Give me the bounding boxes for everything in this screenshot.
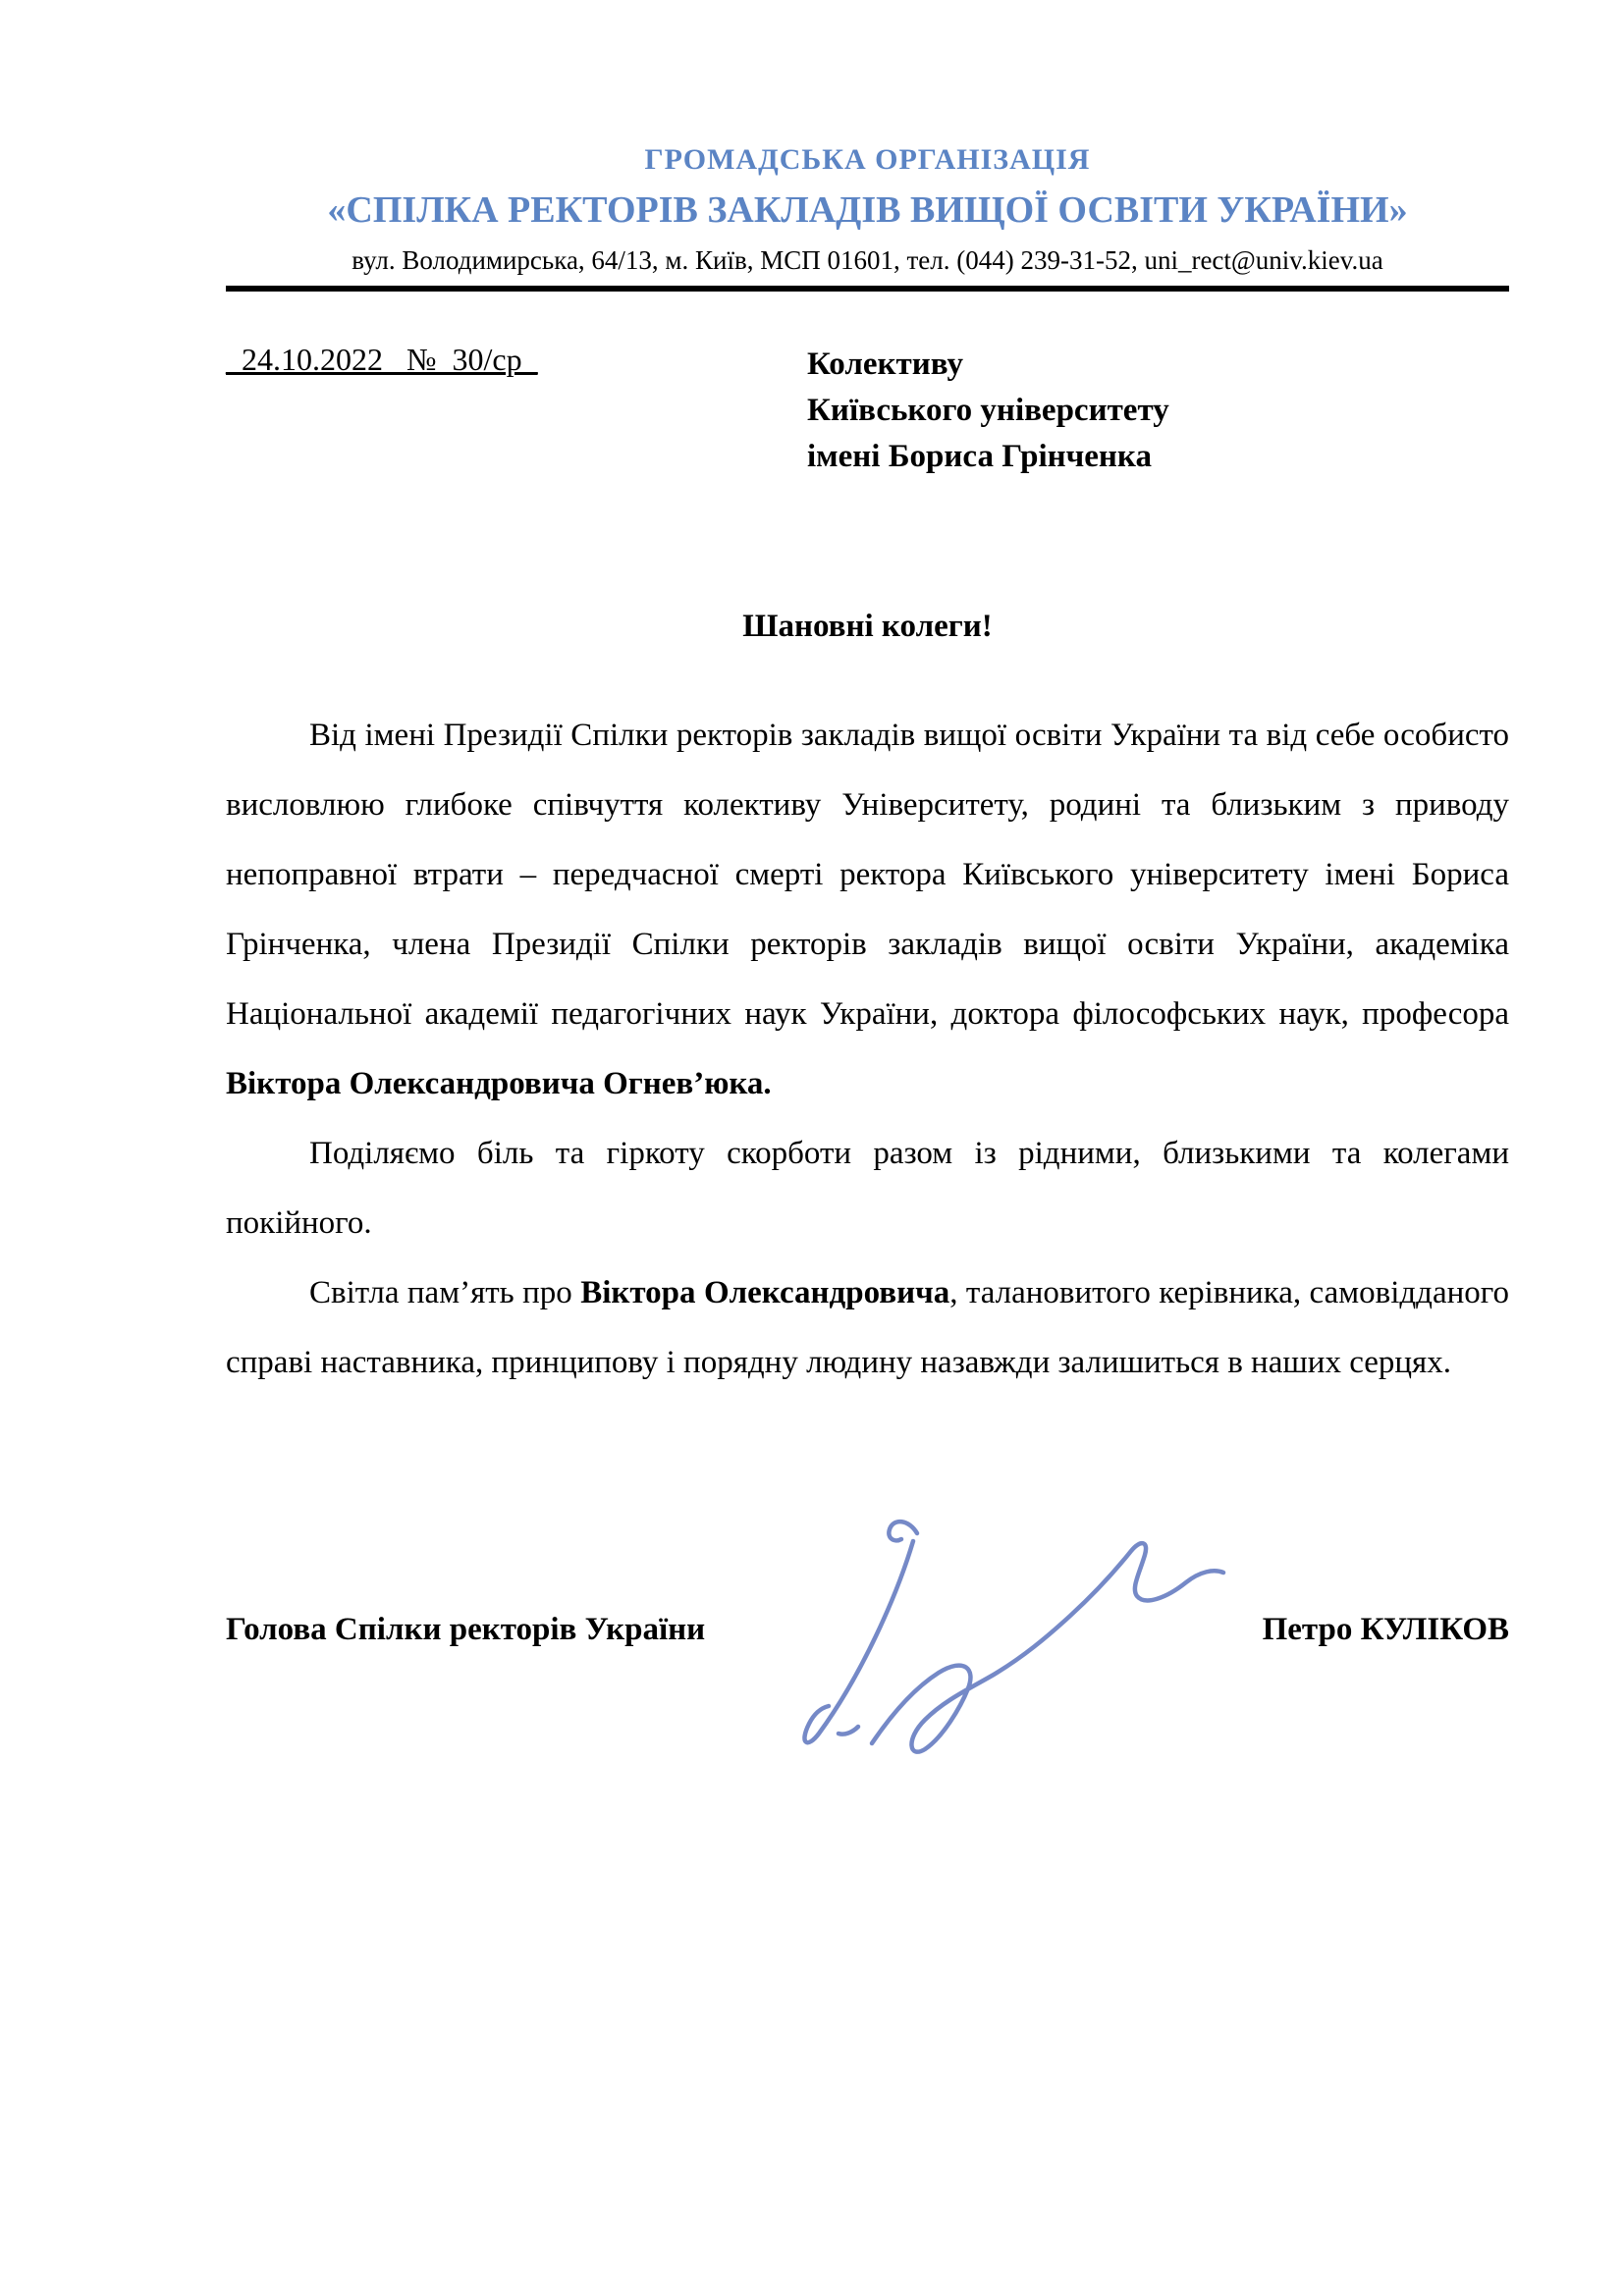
signer-name: Петро КУЛІКОВ — [1262, 1612, 1509, 1647]
paragraph-bold-text: Віктора Олександровича Огнев’юка. — [226, 1066, 772, 1101]
recipient-line: імені Бориса Грінченка — [807, 439, 1152, 474]
paragraph-text: Поділяємо біль та гіркоту скорботи разом із рідними, близькими та колегами покійного. — [226, 1136, 1509, 1241]
address-line: вул. Володимирська, 64/13, м. Київ, МСП 01601, тел. (044) 239-31-52, uni_rect@univ.kiev.ua — [352, 245, 1383, 275]
salutation-title: Шановні колеги! — [742, 609, 993, 644]
recipient-line: Київського університету — [807, 393, 1169, 428]
signer-position-title: Голова Спілки ректорів України — [226, 1612, 706, 1647]
handwritten-signature-ink — [742, 1500, 1243, 1765]
organization-name-label: «СПІЛКА РЕКТОРІВ ЗАКЛАДІВ ВИЩОЇ ОСВІТИ УКРАЇНИ» — [327, 189, 1408, 231]
letter-body — [226, 701, 1509, 1398]
body-paragraph — [226, 1119, 1509, 1258]
recipient-line: Колективу — [807, 347, 963, 382]
body-paragraph — [226, 701, 1509, 1119]
body-paragraph — [226, 1258, 1509, 1398]
date-number-field: _24.10.2022_ №_30/ср_ — [226, 342, 538, 377]
letterhead-divider-rule — [226, 286, 1509, 292]
paragraph-text: Від імені Президії Спілки ректорів закладів вищої освіти України та від себе особисто висловлюю глибоке співчуття колективу Університету, родині та близьким з приводу непоправної втрати – передчасної смерті ректора Київського університету імені Бориса Грінченка, члена Президії Спілки ректорів закладів вищої освіти України, академіка Національної академії педагогічних наук України, доктора філософських наук, професора — [226, 718, 1509, 1032]
organization-type-label: ГРОМАДСЬКА ОРГАНІЗАЦІЯ — [644, 143, 1091, 176]
paragraph-text: , талановитого керівника, самовідданого справі наставника, принципову і порядну людину назавжди залишиться в наших серцях. — [226, 1275, 1509, 1380]
paragraph-bold-text: Віктора Олександровича — [580, 1275, 950, 1310]
reference-row — [226, 342, 1509, 474]
recipient-block — [807, 342, 1169, 480]
paragraph-text: Світла пам’ять про — [309, 1275, 581, 1310]
letterhead — [226, 143, 1509, 292]
